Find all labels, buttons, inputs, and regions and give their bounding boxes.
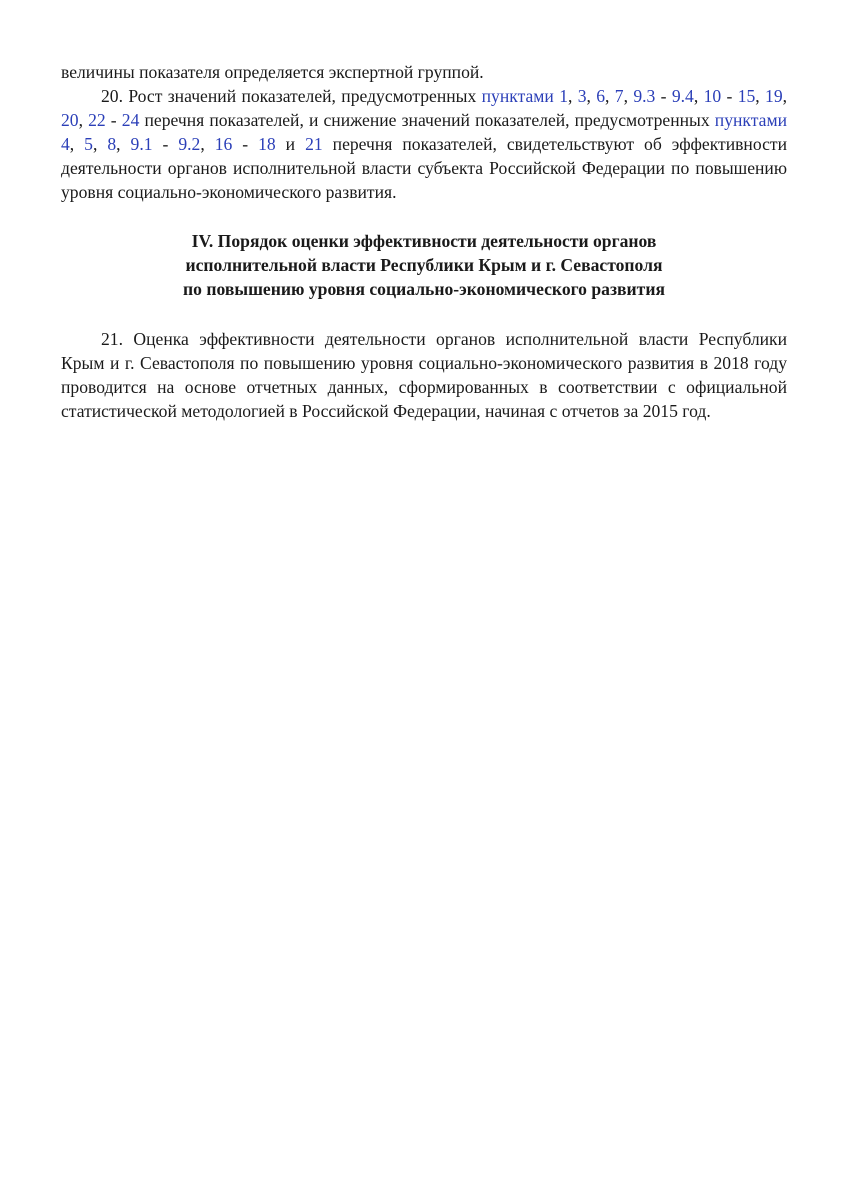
paragraph-text: , [567, 86, 578, 106]
paragraph-text: , [623, 86, 634, 106]
reference-link[interactable]: 22 [88, 110, 106, 130]
section-heading [61, 229, 787, 301]
heading-line-3: по повышению уровня социально-экономического развития [183, 279, 665, 299]
paragraph-text: - [721, 86, 738, 106]
reference-link[interactable]: 5 [84, 134, 93, 154]
paragraph-text: , [782, 86, 788, 106]
paragraph-text: перечня показателей, и снижение значений показателей, предусмотренных [139, 110, 715, 130]
paragraph-21: 21. Оценка эффективности деятельности органов исполнительной власти Республики Крым и г. Севастополя по повышению уровня социально-экономического развития в 2018 году проводится на основе отчетных данных, сформированных в соответствии с официальной статистической методологией в Российской Федерации, начиная с отчетов за 2015 год. [61, 329, 787, 421]
reference-link[interactable]: 4 [61, 134, 70, 154]
reference-link[interactable]: 15 [737, 86, 756, 106]
reference-link[interactable]: 9.2 [178, 134, 201, 154]
reference-link[interactable]: 1 [559, 86, 568, 106]
paragraph-text: и [275, 134, 306, 154]
paragraph-20 [61, 84, 787, 204]
reference-link[interactable]: 10 [703, 86, 722, 106]
reference-link[interactable]: 3 [577, 86, 587, 106]
paragraph-text: , [693, 86, 704, 106]
reference-link[interactable]: пунктами [714, 110, 788, 130]
paragraph-text: , [92, 134, 108, 154]
reference-link[interactable]: 9.4 [671, 86, 694, 106]
paragraph-text: , [69, 134, 85, 154]
reference-link[interactable]: 9.3 [633, 86, 656, 106]
paragraph-continuation: величины показателя определяется экспертной группой. [61, 62, 484, 82]
paragraph-text: , [200, 134, 215, 154]
paragraph-text: , [586, 86, 597, 106]
paragraph-text: - [152, 134, 179, 154]
reference-link[interactable]: 19 [765, 86, 783, 106]
reference-link[interactable]: 21 [305, 134, 323, 154]
paragraph-text: - [232, 134, 259, 154]
reference-link[interactable]: 9.1 [130, 134, 153, 154]
heading-line-1: IV. Порядок оценки эффективности деятельности органов [191, 231, 657, 251]
paragraph-text: 20. Рост значений показателей, предусмотренных [101, 86, 482, 106]
reference-link[interactable]: 18 [258, 134, 276, 154]
reference-link[interactable]: 16 [214, 134, 233, 154]
reference-link[interactable]: 20 [61, 110, 79, 130]
heading-line-2: исполнительной власти Республики Крым и г. Севастополя [185, 255, 663, 275]
reference-link[interactable]: 7 [614, 86, 624, 106]
paragraph-text: , [116, 134, 131, 154]
reference-link[interactable]: пунктами [481, 86, 554, 106]
reference-link[interactable]: 8 [107, 134, 117, 154]
reference-link[interactable]: 6 [596, 86, 606, 106]
reference-link[interactable]: 24 [121, 110, 140, 130]
paragraph-text: - [105, 110, 122, 130]
document-page [61, 60, 787, 423]
paragraph-text: перечня показателей, свидетельствуют об эффективности деятельности органов исполнительной власти субъекта Российской Федерации по повышению уровня социально-экономического развития. [61, 134, 787, 202]
paragraph-text: , [78, 110, 89, 130]
paragraph-text: - [655, 86, 672, 106]
paragraph-text: , [755, 86, 766, 106]
paragraph-text: , [605, 86, 615, 106]
